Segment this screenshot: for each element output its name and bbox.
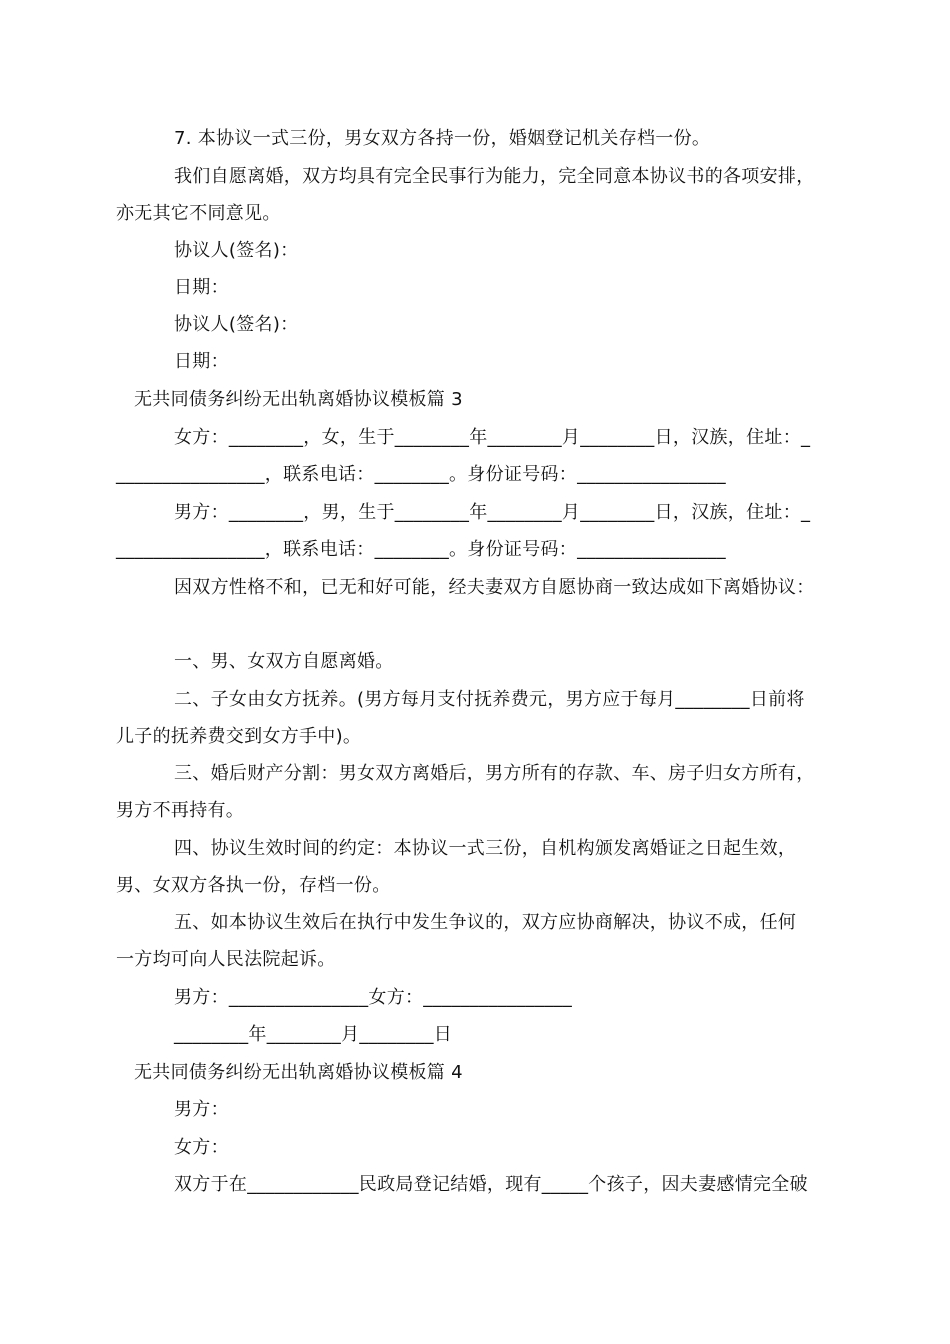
date-line: 日期： [174, 351, 229, 372]
wife-info-line: ________________，联系电话：________。身份证号码：________________ [116, 464, 726, 485]
clause-line: 一、男、女双方自愿离婚。 [174, 651, 394, 672]
section-heading: 无共同债务纠纷无出轨离婚协议模板篇 3 [134, 389, 463, 410]
clause-line: 男、女双方各执一份，存档一份。 [116, 875, 391, 896]
paragraph-line: 双方于在____________民政局登记结婚，现有_____个孩子，因夫妻感情完全破 [174, 1174, 808, 1195]
clause-7: 7. 本协议一式三份，男女双方各持一份，婚姻登记机关存档一份。 [174, 128, 711, 149]
signature-line: 男方：_______________女方：________________ [174, 987, 573, 1008]
clause-line: 一方均可向人民法院起诉。 [116, 949, 336, 970]
paragraph-line: 我们自愿离婚，双方均具有完全民事行为能力，完全同意本协议书的各项安排， [174, 166, 815, 187]
paragraph-line: 因双方性格不和，已无和好可能，经夫妻双方自愿协商一致达成如下离婚协议： [174, 577, 815, 598]
signature-line: 协议人(签名)： [174, 240, 299, 261]
husband-info-line: ________________，联系电话：________。身份证号码：________________ [116, 539, 726, 560]
date-line: ________年________月________日 [174, 1024, 453, 1045]
husband-info-line: 男方：________，男，生于________年________月________日，汉族，住址：_ [174, 502, 811, 523]
wife-info-line: 女方：________，女，生于________年________月________日，汉族，住址：_ [174, 427, 811, 448]
clause-line: 男方不再持有。 [116, 800, 245, 821]
wife-line: 女方： [174, 1137, 229, 1158]
clause-line: 五、如本协议生效后在执行中发生争议的，双方应协商解决，协议不成，任何 [174, 912, 797, 933]
paragraph-line: 亦无其它不同意见。 [116, 203, 281, 224]
clause-line: 儿子的抚养费交到女方手中)。 [116, 726, 362, 747]
section-heading: 无共同债务纠纷无出轨离婚协议模板篇 4 [134, 1062, 463, 1083]
clause-line: 三、婚后财产分割：男女双方离婚后，男方所有的存款、车、房子归女方所有， [174, 763, 815, 784]
signature-line: 协议人(签名)： [174, 314, 299, 335]
clause-line: 四、协议生效时间的约定：本协议一式三份，自机构颁发离婚证之日起生效， [174, 838, 797, 859]
clause-line: 二、子女由女方抚养。(男方每月支付抚养费元，男方应于每月________日前将 [174, 689, 805, 710]
date-line: 日期： [174, 277, 229, 298]
husband-line: 男方： [174, 1099, 229, 1120]
